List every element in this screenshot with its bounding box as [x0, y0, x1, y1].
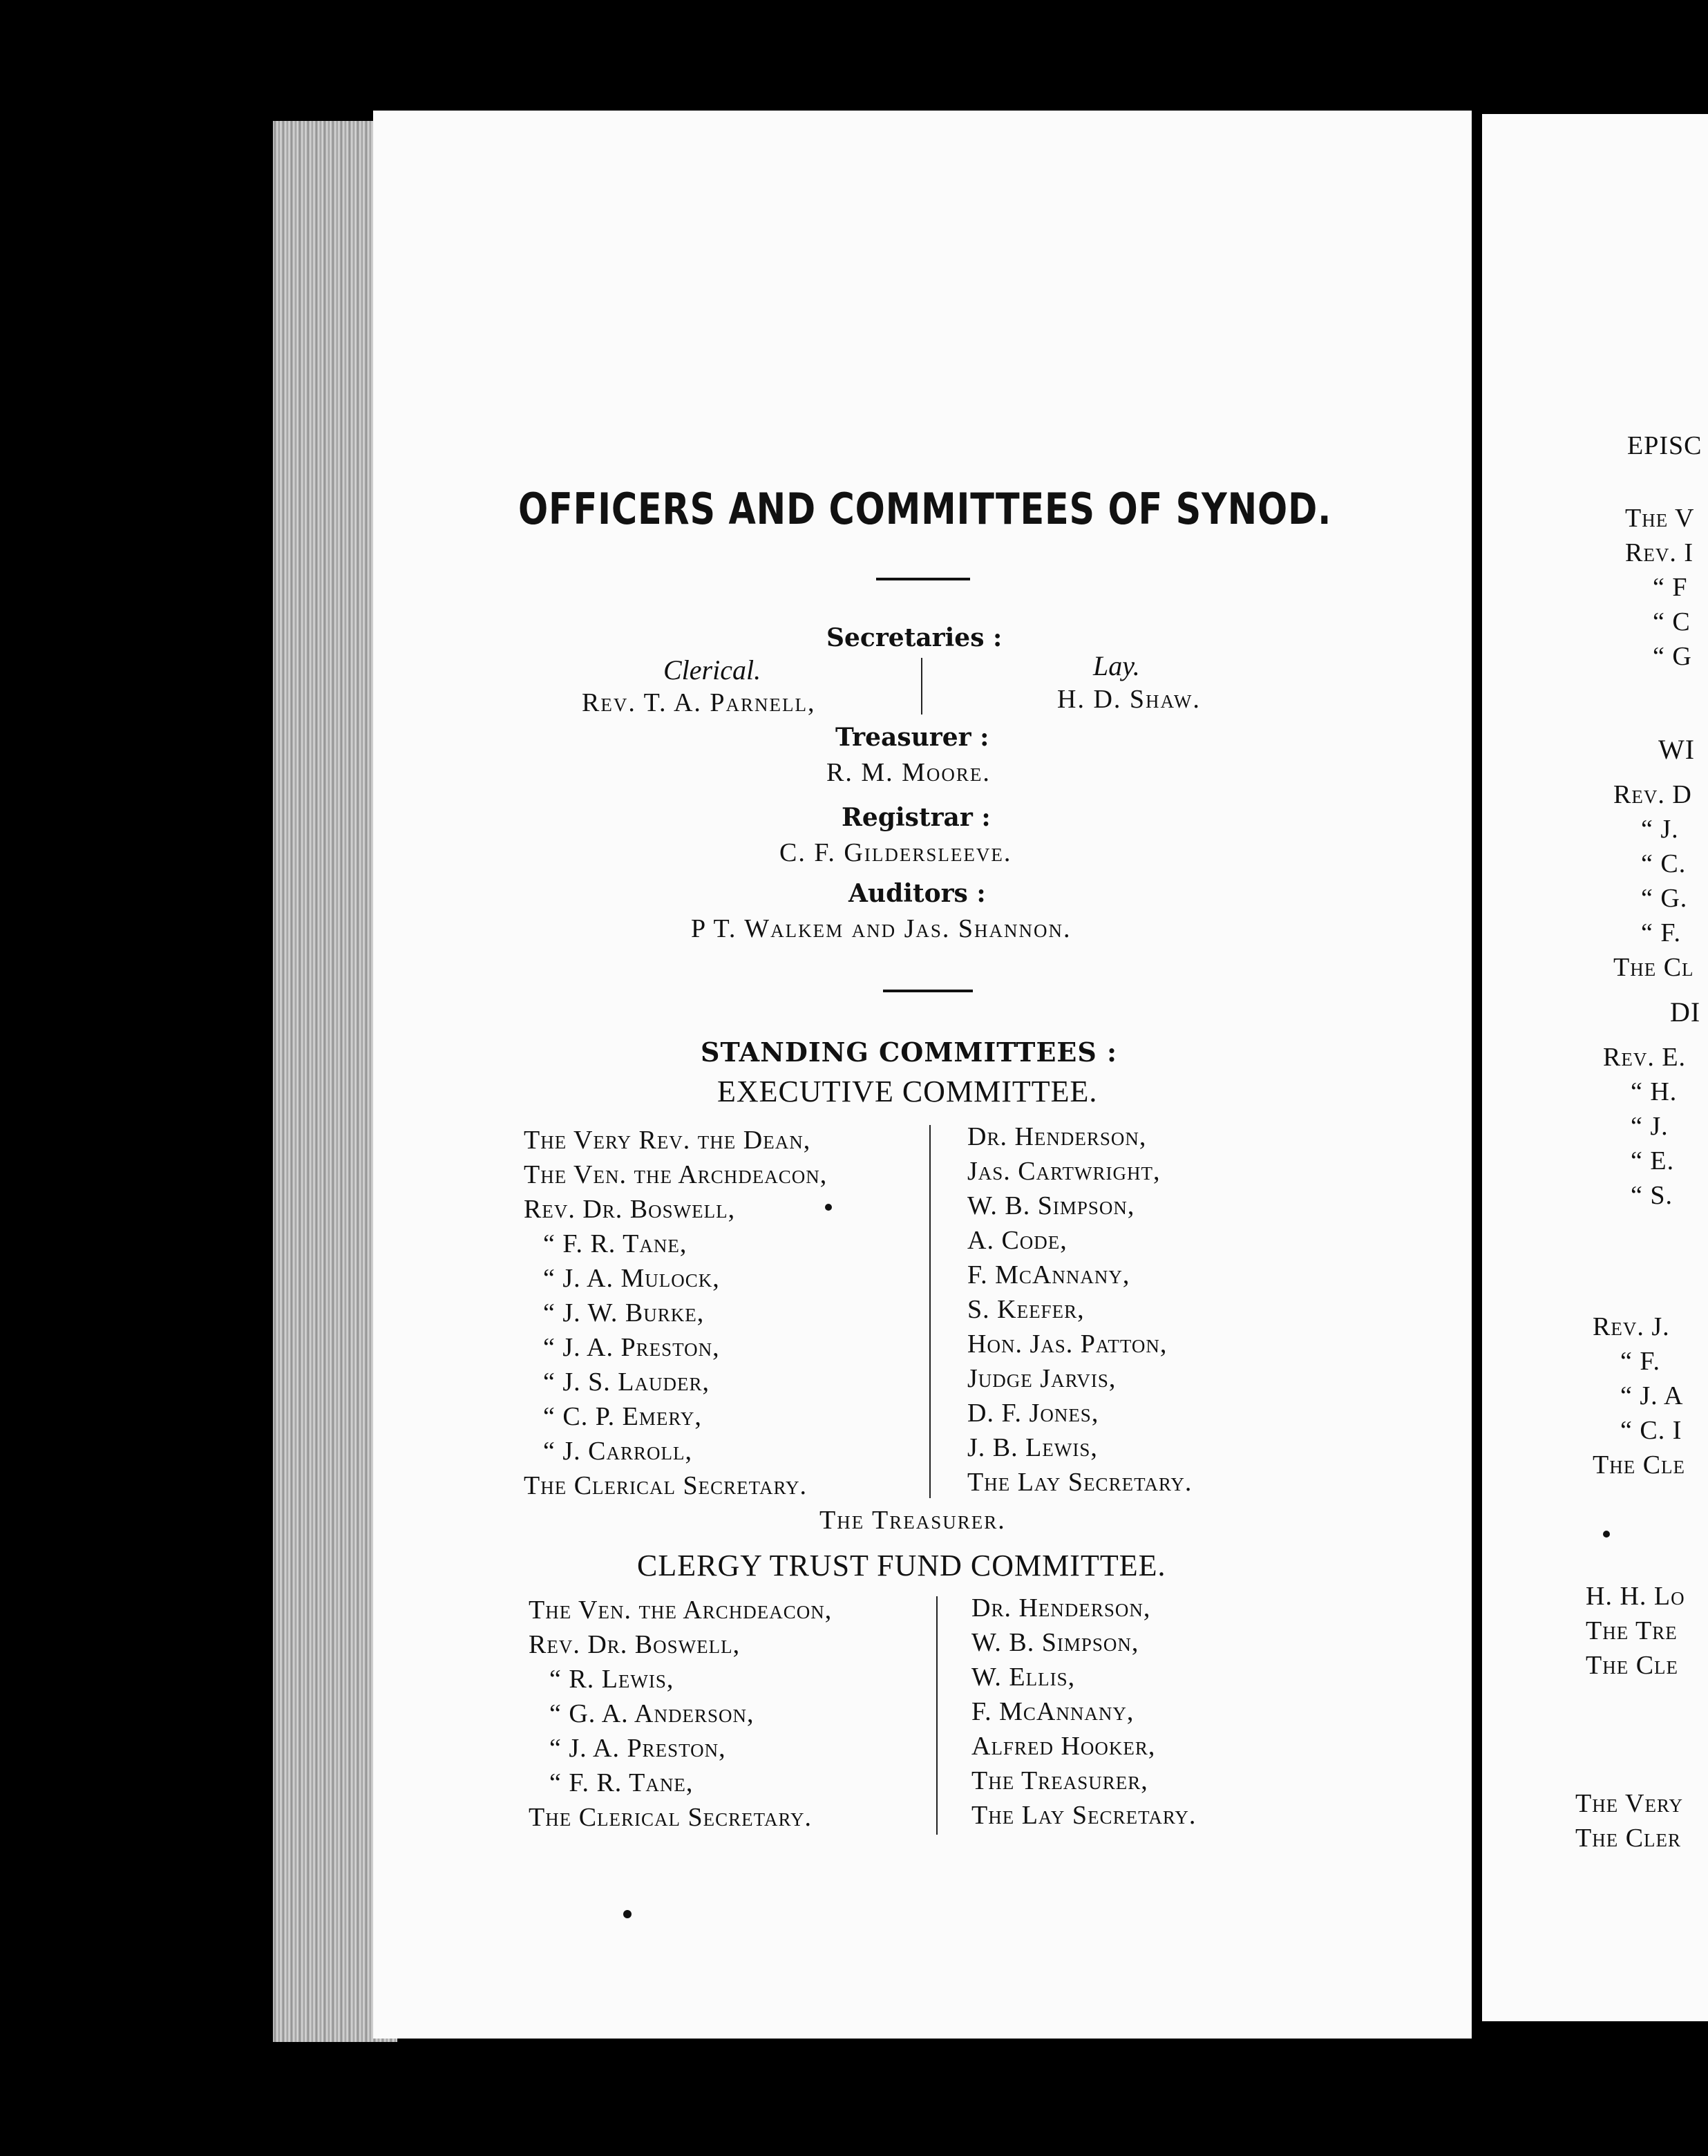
right-page-line: “ S. [1631, 1181, 1673, 1210]
title-rule [876, 578, 970, 580]
list-item: The Very Rev. the Dean, [524, 1126, 811, 1155]
lay-label: Lay. [1093, 650, 1140, 681]
list-item: Jas. Cartwright, [967, 1157, 1161, 1186]
list-item: “ J. A. Mulock, [543, 1264, 720, 1293]
clerical-label: Clerical. [663, 654, 761, 685]
list-item: The Treasurer, [971, 1766, 1148, 1795]
lay-secretary-name: H. D. Shaw. [1057, 685, 1201, 714]
right-page-block-5 [1586, 1579, 1685, 1683]
list-item: “ J. A. Preston, [549, 1734, 726, 1763]
auditors-heading: Auditors : [848, 879, 986, 908]
ink-speck [623, 1910, 632, 1918]
right-page-line: The Tre [1586, 1616, 1678, 1645]
clergy-trust-committee-title: CLERGY TRUST FUND COMMITTEE. [637, 1549, 1166, 1582]
right-page-block-6 [1575, 1786, 1683, 1855]
right-page-line: “ J. [1641, 815, 1679, 844]
list-item: “ G. A. Anderson, [549, 1699, 755, 1728]
list-item: The Ven. the Archdeacon, [524, 1160, 828, 1189]
right-page-line: The Cler [1575, 1824, 1682, 1853]
right-facing-page [1482, 114, 1708, 2021]
list-item: D. F. Jones, [967, 1399, 1099, 1428]
list-item: Rev. Dr. Boswell, [529, 1630, 741, 1659]
page-title: OFFICERS AND COMMITTEES OF SYNOD. [518, 484, 1332, 534]
section-rule [883, 990, 973, 992]
right-page-block-1 [1625, 501, 1694, 674]
list-item: The Ven. the Archdeacon, [529, 1596, 833, 1625]
right-page-line: Rev. D [1613, 780, 1692, 809]
right-page-block-4 [1593, 1309, 1685, 1482]
list-item: The Clerical Secretary. [524, 1471, 808, 1500]
list-item: Hon. Jas. Patton, [967, 1330, 1168, 1359]
secretaries-heading: Secretaries : [826, 623, 1003, 652]
clergy-trust-column-divider [936, 1596, 938, 1835]
executive-footer: The Treasurer. [819, 1506, 1006, 1535]
right-page-line: The Cl [1613, 953, 1694, 982]
treasurer-heading: Treasurer : [835, 723, 989, 752]
list-item: W. B. Simpson, [971, 1628, 1139, 1657]
right-page-line: “ J. [1631, 1112, 1669, 1141]
right-page-block-2 [1613, 777, 1694, 985]
right-page-line: “ F. [1620, 1347, 1660, 1376]
list-item: “ F. R. Tane, [543, 1229, 687, 1258]
list-item: F. McAnnany, [967, 1260, 1130, 1289]
right-page-line: Rev. E. [1603, 1043, 1687, 1072]
executive-column-divider [929, 1125, 931, 1498]
right-page-line: “ G [1653, 642, 1692, 671]
standing-committees-heading: STANDING COMMITTEES : [701, 1037, 1118, 1068]
treasurer-name: R. M. Moore. [826, 758, 991, 787]
list-item: “ F. R. Tane, [549, 1768, 694, 1797]
right-page-block-3 [1603, 1040, 1686, 1213]
registrar-name: C. F. Gildersleeve. [779, 838, 1012, 867]
right-page-line: The V [1625, 504, 1695, 533]
right-page-line: “ J. A [1620, 1381, 1684, 1410]
right-page-line: H. H. Lo [1586, 1582, 1685, 1611]
list-item: Alfred Hooker, [971, 1732, 1156, 1761]
right-page-line: “ F [1653, 573, 1688, 602]
list-item: W. B. Simpson, [967, 1191, 1135, 1220]
clerical-secretary-name: Rev. T. A. Parnell, [582, 688, 816, 717]
right-page-line: The Very [1575, 1789, 1683, 1818]
list-item: “ J. S. Lauder, [543, 1368, 710, 1397]
list-item: F. McAnnany, [971, 1697, 1135, 1726]
list-item: The Lay Secretary. [971, 1801, 1197, 1830]
right-page-line: Rev. I [1625, 538, 1693, 567]
right-page-line: DI [1670, 996, 1701, 1028]
ink-speck [825, 1204, 832, 1211]
list-item: The Lay Secretary. [967, 1468, 1193, 1497]
right-page-line: WI [1658, 734, 1696, 765]
list-item: J. B. Lewis, [967, 1433, 1098, 1462]
right-page-line: The Cle [1593, 1450, 1686, 1479]
right-page-line: “ H. [1631, 1077, 1678, 1106]
list-item: Judge Jarvis, [967, 1364, 1117, 1393]
list-item: “ J. Carroll, [543, 1437, 692, 1466]
list-item: A. Code, [967, 1226, 1068, 1255]
clergy-trust-right-column [971, 1591, 1196, 1833]
list-item: S. Keefer, [967, 1295, 1085, 1324]
clergy-trust-left-column [529, 1593, 832, 1835]
list-item: Dr. Henderson, [971, 1594, 1151, 1623]
executive-left-column [524, 1123, 827, 1503]
executive-committee-title: EXECUTIVE COMMITTEE. [717, 1075, 1098, 1108]
list-item: “ J. W. Burke, [543, 1298, 705, 1327]
list-item: “ C. P. Emery, [543, 1402, 702, 1431]
right-page-line: EPISC [1627, 431, 1702, 460]
right-page-line: “ C. I [1620, 1416, 1682, 1445]
list-item: “ J. A. Preston, [543, 1333, 720, 1362]
list-item: Rev. Dr. Boswell, [524, 1195, 736, 1224]
right-page-line: “ F. [1641, 918, 1681, 947]
list-item: “ R. Lewis, [549, 1665, 674, 1694]
auditors-names: P T. Walkem and Jas. Shannon. [691, 914, 1072, 943]
registrar-heading: Registrar : [842, 803, 991, 832]
right-page-line: “ C [1653, 607, 1691, 636]
right-page-line: The Cle [1586, 1651, 1679, 1680]
right-page-line: Rev. J. [1593, 1312, 1670, 1341]
secretaries-divider [921, 658, 922, 715]
list-item: Dr. Henderson, [967, 1122, 1147, 1151]
list-item: The Clerical Secretary. [529, 1803, 813, 1832]
right-page-line: “ C. [1641, 849, 1687, 878]
list-item: W. Ellis, [971, 1663, 1076, 1692]
right-page-line: “ E. [1631, 1146, 1675, 1175]
right-page-line: “ G. [1641, 884, 1688, 913]
ink-speck [1603, 1531, 1610, 1538]
executive-right-column [967, 1119, 1192, 1500]
